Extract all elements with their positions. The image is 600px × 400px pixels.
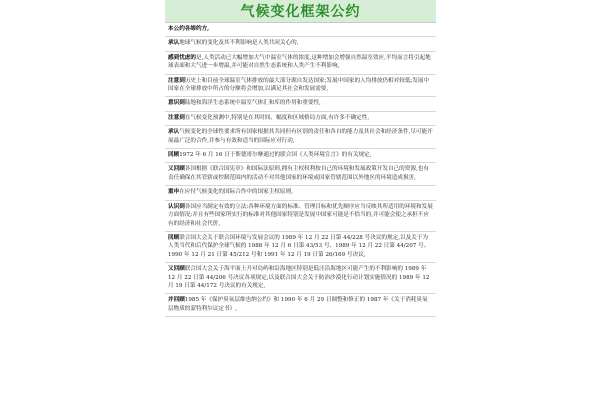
paragraph-lead: 承认 (168, 40, 180, 47)
paragraph (165, 294, 436, 317)
paragraph-lead: 感到忧虑的 (168, 54, 196, 61)
document-title: 气候变化框架公约 (240, 4, 361, 20)
paragraph (165, 263, 436, 294)
paragraph-lead: 承认 (168, 129, 180, 136)
paragraph-text: 各国应当制定有效的立法;各种环境方面的标准、管理目标和优先顺序应当反映其所适用的环境和发展方面情况;并且有些国家所实行的标准对其他国家特别是发展中国家可能是不恰当的,并可能会使之承担不应有的经济和社会代价, (168, 203, 433, 227)
paragraph-lead: 又回顾 (168, 266, 185, 273)
paragraph-text: 在应付气候变化的国际合作中的国家主权原则, (179, 189, 293, 196)
paragraph-lead: 又回顾 (168, 166, 185, 173)
paragraph-lead: 并回顾 (168, 297, 185, 304)
paragraph-text: 地球气候的变化及其不利影响是人类共同关心的, (179, 40, 299, 47)
paragraph-lead: 意识到 (168, 100, 185, 107)
paragraph (165, 97, 436, 111)
paragraph-text: 各国根据《联合国宪章》和国际法原则,拥有主权权利按自己的环境和发展政策开发自己的资源,也有责任确保在其管辖或控制范围内的活动不对其他国家的环境或国家管辖范围以外地区的环境造成损害, (168, 166, 429, 181)
paragraph (165, 186, 436, 200)
paragraph (165, 112, 436, 126)
paragraph-text: 在气候变化预测中,特别是在其时间、幅度和区域格局方面,有许多不确定性, (184, 114, 370, 121)
paragraph-text: 1972 年 6 月 16 日于斯德哥尔摩通过的联合国《人类环境宣言》的有关规定, (179, 152, 372, 159)
paragraph-text: 联合国大会关于联合国环境与发展会议的 1989 年 12 月 22 日第 44/228 号决议的规定,以及关于为人类当代和后代保护全球气候的 1988 年 12 月 6 日第 43/53 号、1989 年 12 月 22 日第 44/207 号、1990 年 12 月 21 日第 45/212 号和 1991 年 12 月 19 日第 26/169 号决议, (168, 234, 430, 258)
paragraph-text: 是,人类活动已大幅增加大气中温室气体的浓度,这种增加会增强自然温室效应,平均而言将引起地球表面和大气进一步增温,并可能对自然生态系统和人类产生不利影响, (168, 54, 431, 70)
paragraph-lead: 注意到 (168, 77, 185, 84)
paragraph-text: 1985 年《保护臭氧层维也纳公约》和 1990 年 6 月 29 日调整和修正的 1987 年《关于消耗臭氧层物质的蒙特利尔议定书》, (168, 297, 428, 312)
document-page (165, 0, 436, 400)
paragraph (165, 52, 436, 75)
paragraph-lead: 认识到 (168, 203, 185, 210)
paragraph-lead: 注意到 (168, 114, 185, 121)
paragraph-lead: 回顾 (168, 234, 180, 241)
paragraph-text: 历史上和目前全球温室气体排放的最大部分源自发达国家;发展中国家的人均排放仍相对较低;发展中国家在全球排放中所占的分额将会增加,以满足其社会和发展需要, (168, 77, 430, 93)
paragraph-text: 联合国大会关于海平面上升对岛屿和沿海地区特别是低洼沿海地区可能产生的不利影响的 1989 年 12 月 22 日第 44/206 号决议各项规定,以及联合国大会关于防治沙漠化行动计划实施情况的 1989 年 12 月 19 日第 44/172 号决议的有关规定, (168, 266, 430, 289)
paragraph-lead: 重申 (168, 189, 180, 196)
paragraph-text: 陆地和海洋生态系统中温室气体汇和库的作用和重要性, (184, 100, 321, 107)
paragraph (165, 75, 436, 98)
paragraph-list (165, 23, 436, 317)
paragraph (165, 201, 436, 232)
paragraph-text: 气候变化的全球性要求所有国家根据其共同但有区别的责任和各自的能力及其社会和经济条件,尽可能开展最广泛的合作,并参与有效和适当的国际应对行动, (168, 129, 433, 144)
paragraph (165, 232, 436, 263)
paragraph (165, 126, 436, 149)
title-bar (165, 0, 436, 23)
paragraph (165, 163, 436, 186)
paragraph (165, 37, 436, 51)
paragraph (165, 149, 436, 163)
paragraph-lead: 本公约各缔约方, (168, 26, 210, 32)
paragraph-lead: 回顾 (168, 152, 180, 159)
paragraph (165, 23, 436, 37)
